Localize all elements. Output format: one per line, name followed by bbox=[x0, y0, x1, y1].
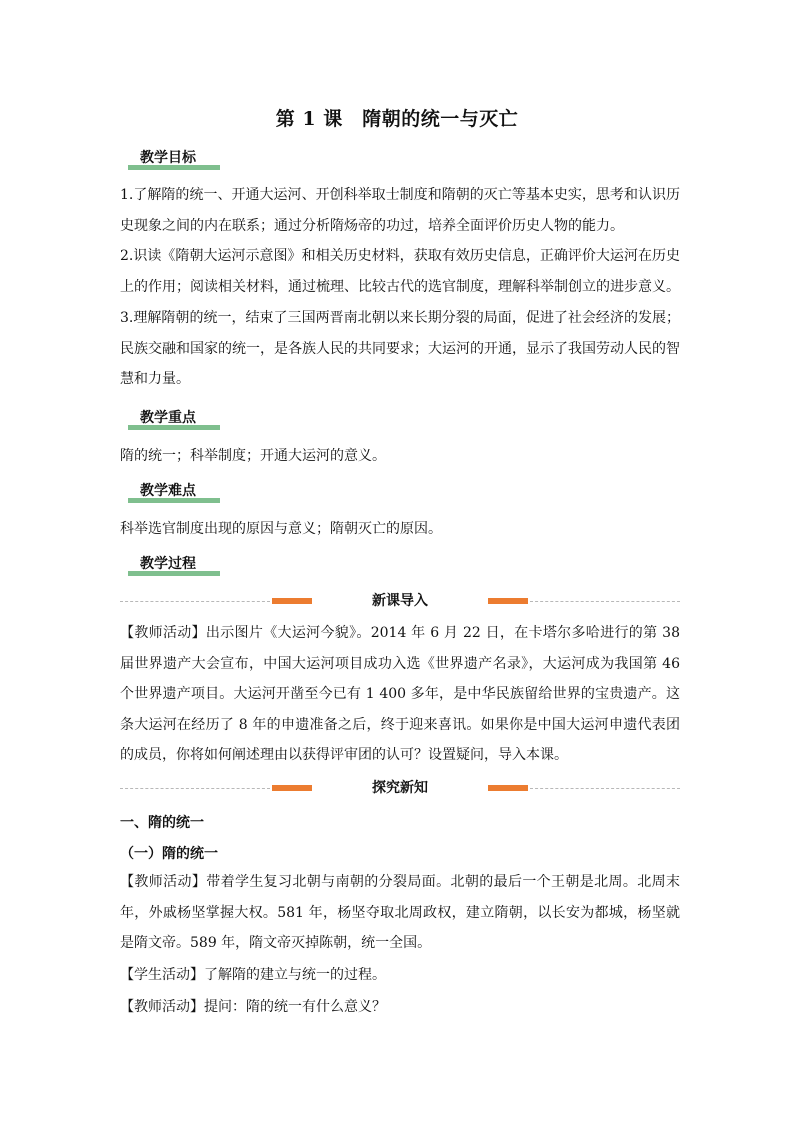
goal-2: 2.识读《隋朝大运河示意图》和相关历史材料，获取有效历史信息，正确评价大运河在历史上的作用；阅读相关材料，通过梳理、比较古代的选官制度，理解科举制创立的进步意义。 bbox=[120, 248, 680, 295]
section-goals-label: 教学目标 bbox=[140, 150, 196, 166]
section-key-points-label: 教学重点 bbox=[140, 410, 196, 426]
teacher-question: 【教师活动】提问：隋的统一有什么意义？ bbox=[120, 999, 386, 1015]
divider-explore-label: 探究新知 bbox=[372, 780, 428, 796]
divider-explore bbox=[120, 778, 680, 798]
section-goals bbox=[122, 150, 196, 172]
part1-heading: 一、隋的统一 bbox=[120, 815, 204, 831]
divider-intro-label: 新课导入 bbox=[372, 593, 428, 609]
section-difficulties-label: 教学难点 bbox=[140, 483, 196, 499]
divider-intro bbox=[120, 591, 680, 611]
difficulties-text: 科举选官制度出现的原因与意义；隋朝灭亡的原因。 bbox=[120, 521, 442, 537]
goal-1: 1.了解隋的统一、开通大运河、开创科举取士制度和隋朝的灭亡等基本史实，思考和认识历史现象之间的内在联系；通过分析隋炀帝的功过，培养全面评价历史人物的能力。 bbox=[120, 187, 680, 234]
part1-paragraph: 【教师活动】带着学生复习北朝与南朝的分裂局面。北朝的最后一个王朝是北周。北周末年，外戚杨坚掌握大权。581 年，杨坚夺取北周政权，建立隋朝，以长安为都城，杨坚就是隋文帝。589 年，隋文帝灭掉陈朝，统一全国。 bbox=[120, 874, 680, 951]
part1-subheading: （一）隋的统一 bbox=[120, 846, 218, 862]
section-difficulties bbox=[122, 483, 196, 505]
goal-3: 3.理解隋朝的统一，结束了三国两晋南北朝以来长期分裂的局面，促进了社会经济的发展；民族交融和国家的统一，是各族人民的共同要求；大运河的开通，显示了我国劳动人民的智慧和力量。 bbox=[120, 310, 680, 387]
student-activity: 【学生活动】了解隋的建立与统一的过程。 bbox=[120, 967, 386, 983]
section-process-label: 教学过程 bbox=[140, 556, 196, 572]
lesson-title: 第 1 课 隋朝的统一与灭亡 bbox=[275, 108, 519, 130]
key-points-text: 隋的统一；科举制度；开通大运河的意义。 bbox=[120, 448, 386, 464]
intro-paragraph: 【教师活动】出示图片《大运河今貌》。2014 年 6 月 22 日，在卡塔尔多哈进行的第 38 届世界遗产大会宣布，中国大运河项目成功入选《世界遗产名录》，大运河成为我国第 46 个世界遗产项目。大运河开凿至今已有 1 400 多年，是中华民族留给世界的宝贵遗产。这条大运河在经历了 8 年的申遗准备之后，终于迎来喜讯。如果你是中国大运河申遗代表团的成员，你将如何阐述理由以获得评审团的认可？设置疑问，导入本课。 bbox=[120, 625, 680, 763]
section-process bbox=[122, 556, 196, 578]
section-key-points bbox=[122, 410, 196, 432]
